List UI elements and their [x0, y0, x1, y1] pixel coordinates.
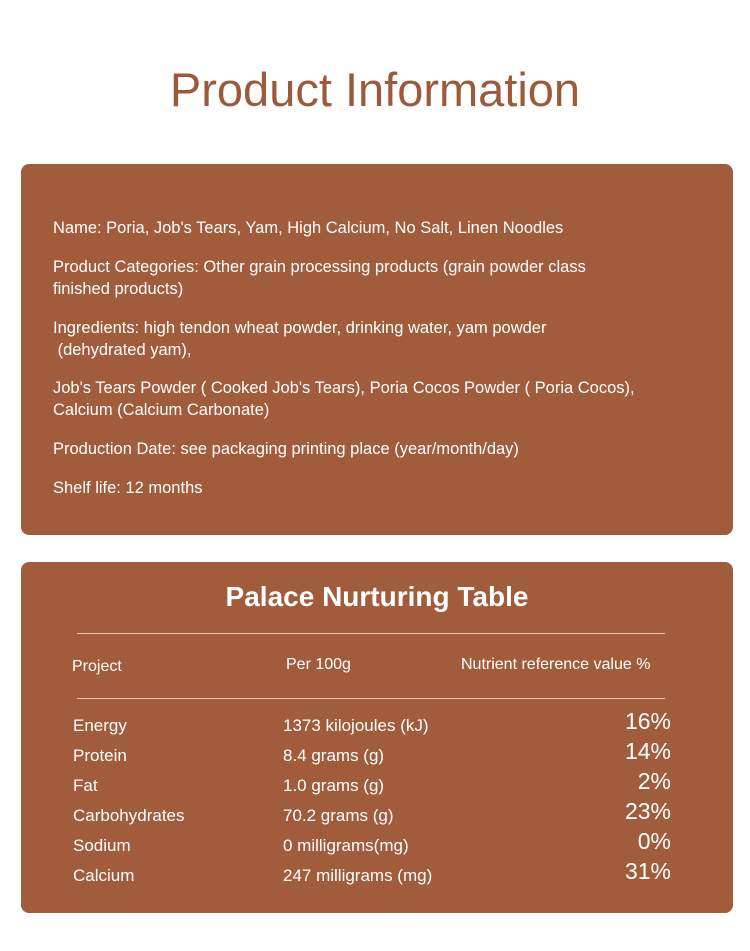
table-row — [21, 738, 733, 772]
nutrition-table-title: Palace Nurturing Table — [225, 581, 529, 612]
nutrient-nrv: 31% — [624, 858, 671, 884]
production-date: Production Date: see packaging printing place (year/month/day) — [53, 440, 519, 458]
powders-line1: Job's Tears Powder ( Cooked Job's Tears), Poria Cocos Powder ( Poria Cocos), — [53, 379, 635, 397]
nutrient-amount: 8.4 grams (g) — [283, 746, 385, 765]
column-header-nrv: Nutrient reference value % — [461, 656, 651, 673]
table-row — [21, 858, 733, 892]
shelf-life: Shelf life: 12 months — [53, 479, 203, 497]
nutrient-amount: 1373 kilojoules (kJ) — [283, 716, 429, 735]
nutrient-amount: 1.0 grams (g) — [283, 776, 385, 795]
product-categories-line1: Product Categories: Other grain processing products (grain powder class — [53, 258, 586, 276]
nutrient-nrv: 14% — [624, 738, 671, 764]
nutrient-amount: 70.2 grams (g) — [283, 806, 394, 825]
product-categories-line2: finished products) — [53, 280, 184, 298]
nutrition-table-card — [21, 562, 733, 913]
ingredients-line1: Ingredients: high tendon wheat powder, drinking water, yam powder — [53, 319, 547, 337]
page-title: Product Information — [169, 63, 581, 116]
nutrient-name: Carbohydrates — [73, 806, 185, 825]
nutrient-nrv: 16% — [624, 708, 671, 734]
nutrient-name: Fat — [73, 776, 98, 795]
nutrient-name: Protein — [73, 746, 127, 765]
nutrient-nrv: 2% — [637, 768, 671, 794]
column-header-per-100g: Per 100g — [286, 656, 351, 673]
nutrient-name: Energy — [73, 716, 127, 735]
nutrient-amount: 247 milligrams (mg) — [283, 866, 433, 885]
nutrient-name: Calcium — [73, 866, 135, 885]
product-info-card — [21, 164, 733, 535]
column-header-project: Project — [72, 658, 122, 675]
product-name: Name: Poria, Job's Tears, Yam, High Calcium, No Salt, Linen Noodles — [53, 219, 564, 237]
divider — [77, 633, 665, 634]
nutrient-nrv: 23% — [624, 798, 671, 824]
nutrient-nrv: 0% — [637, 828, 671, 854]
table-row — [21, 798, 733, 832]
nutrient-amount: 0 milligrams(mg) — [283, 836, 409, 855]
nutrient-name: Sodium — [73, 836, 131, 855]
ingredients-line2: (dehydrated yam), — [53, 341, 192, 359]
divider — [77, 698, 665, 699]
powders-line2: Calcium (Calcium Carbonate) — [53, 401, 270, 419]
